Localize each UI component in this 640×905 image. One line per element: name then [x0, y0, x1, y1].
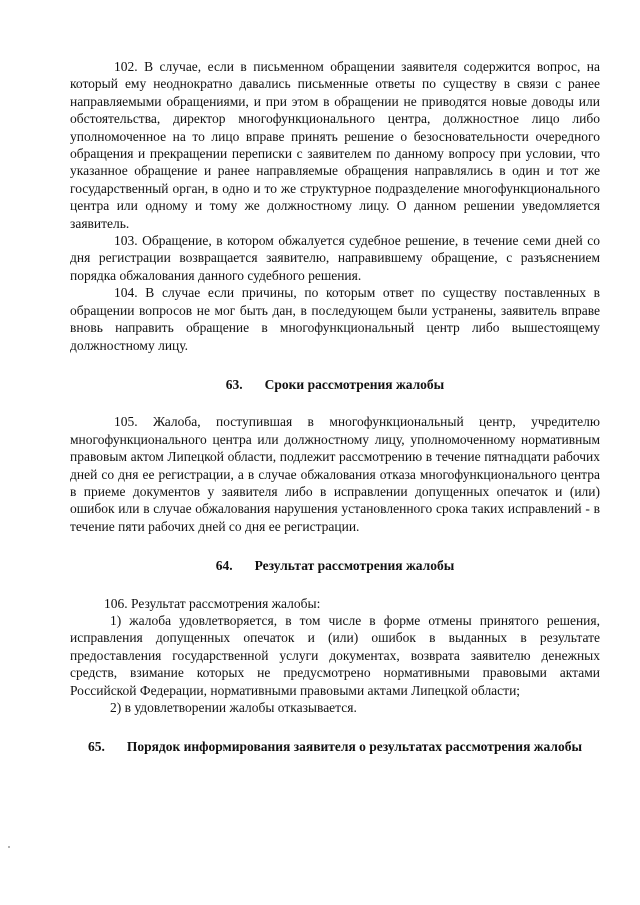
paragraph-105: 105. Жалоба, поступившая в многофункциональный центр, учредителю многофункционального центра или должностному лицу, уполномоченному нормативным правовым актом Липецкой области, подлежит рассмотрению в течение пятнадцати рабочих дней со дня ее регистрации, а в случае обжалования отказа многофункционального центра в приеме документов у заявителя либо в исправлении допущенных опечаток и (или) ошибок или в случае обжалования нарушения установленного срока таких исправлений - в течение пяти рабочих дней со дня ее регистрации. [70, 414, 600, 534]
list-item-2: 2) в удовлетворении жалобы отказывается. [110, 700, 357, 715]
heading-64-number: 64. [215, 558, 233, 574]
paragraph-106: 106. Результат рассмотрения жалобы: [104, 595, 321, 611]
heading-65 [70, 738, 600, 755]
heading-63-title: Сроки рассмотрения жалобы [264, 376, 445, 392]
heading-64 [70, 557, 600, 574]
document-page [70, 58, 600, 756]
heading-65-title: Порядок информирования заявителя о результатах рассмотрения жалобы [126, 739, 583, 755]
heading-63 [70, 376, 600, 393]
paragraph-104: 104. В случае если причины, по которым ответ по существу поставленных в обращении вопросов не мог быть дан, в последующем были устранены, заявитель вправе вновь направить обращение в многофункциональный центр либо вышестоящему должностному лицу. [70, 285, 600, 353]
heading-65-number: 65. [87, 739, 105, 755]
list-item-1: 1) жалоба удовлетворяется, в том числе в форме отмены принятого решения, исправления допущенных опечаток и (или) ошибок в выданных в результате предоставления государственной услуги документах, возврата заявителю денежных средств, взимание которых не предусмотрено нормативными правовыми актами Российской Федерации, нормативными правовыми актами Липецкой области; [70, 612, 600, 698]
heading-64-title: Результат рассмотрения жалобы [254, 558, 455, 574]
paragraph-102: 102. В случае, если в письменном обращении заявителя содержится вопрос, на который ему неоднократно давались письменные ответы по существу в связи с ранее направляемыми обращениями, и при этом в обращении не приводятся новые доводы или обстоятельства, директор многофункционального центра, должностное лицо либо уполномоченное на то лицо вправе принять решение о безосновательности очередного обращения и прекращении переписки с заявителем по данному вопросу при условии, что указанное обращение и ранее направляемые обращения направлялись в один и тот же государственный орган, в одно и то же структурное подразделение многофункционального центра или одному и тому же должностному лицу. О данном решении уведомляется заявитель. [70, 59, 600, 231]
scan-speck [8, 846, 10, 848]
heading-63-number: 63. [225, 376, 243, 392]
paragraph-103: 103. Обращение, в котором обжалуется судебное решение, в течение семи дней со дня регистрации возвращается заявителю, направившему обращение, с разъяснением порядка обжалования данного судебного решения. [70, 233, 600, 283]
